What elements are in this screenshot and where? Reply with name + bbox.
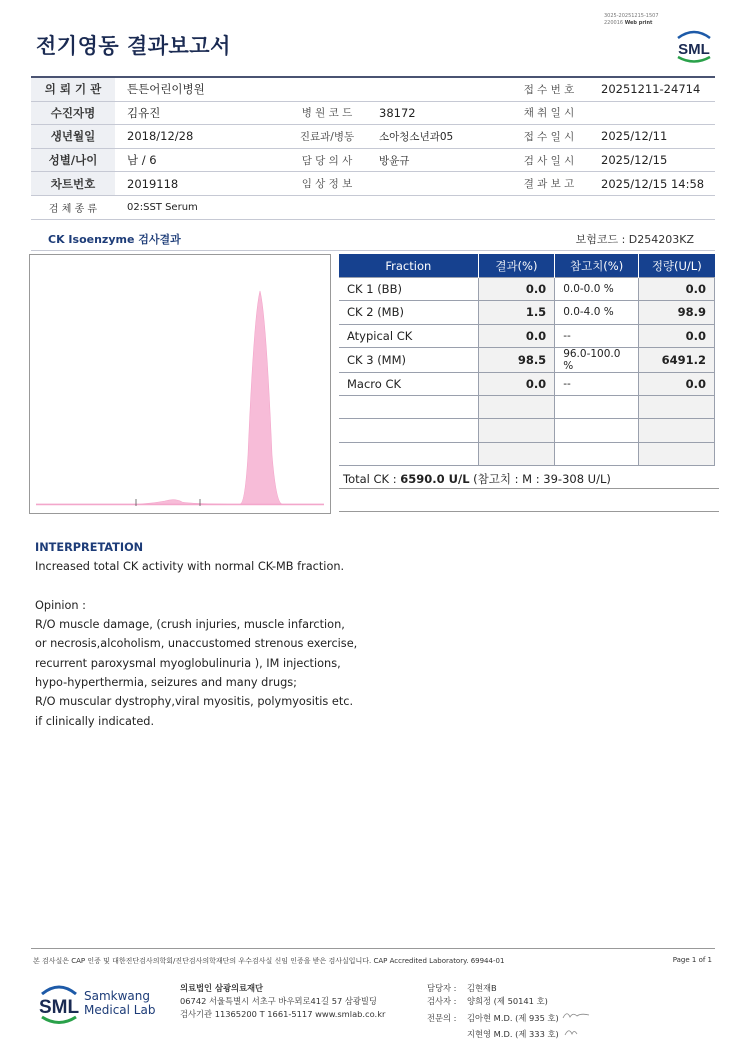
info-label: 검 사 일 시: [509, 148, 589, 172]
info-value: 2025/12/11: [589, 125, 715, 149]
sml-footer-logo-text: SML: [38, 997, 80, 1018]
footer-brand: [84, 989, 155, 1017]
quantity-cell: [639, 396, 715, 419]
page-number: Page 1 of 1: [672, 956, 712, 964]
info-value: [367, 172, 509, 196]
reference-cell: [555, 419, 639, 442]
info-value: 20251211-24714: [589, 77, 715, 101]
quantity-cell: 0.0: [639, 324, 715, 347]
fraction-cell: CK 1 (BB): [339, 278, 478, 301]
percent-cell: 1.5: [478, 301, 555, 324]
column-header: Fraction: [339, 254, 478, 278]
fraction-cell: [339, 442, 478, 465]
fraction-cell: [339, 419, 478, 442]
info-value: 김유진: [115, 101, 287, 125]
staff-row: [427, 1009, 591, 1025]
reference-cell: [555, 442, 639, 465]
column-header: 정량(U/L): [639, 254, 715, 278]
info-row: [31, 172, 715, 196]
total-prefix: Total CK :: [343, 472, 401, 486]
sml-footer-logo-icon: [36, 982, 82, 1026]
specimen-value: 02:SST Serum: [115, 195, 715, 219]
fraction-cell: [339, 396, 478, 419]
info-label: 성별/나이: [31, 148, 115, 172]
reference-cell: [555, 396, 639, 419]
info-label: 담 당 의 사: [287, 148, 367, 172]
sml-logo-icon: [672, 28, 716, 64]
info-value: 튼튼어린이병원: [115, 77, 509, 101]
quantity-cell: [639, 442, 715, 465]
reference-cell: 0.0-0.0 %: [555, 278, 639, 301]
report-title: 전기영동 결과보고서: [36, 34, 231, 58]
table-row: [339, 301, 715, 324]
info-label: 진료과/병동: [287, 125, 367, 149]
interpretation-heading: INTERPRETATION: [35, 541, 144, 554]
percent-cell: 98.5: [478, 347, 555, 372]
opinion-line: or necrosis,alcoholism, unaccustomed strenous exercise,: [35, 637, 358, 651]
certification-note: 본 검사실은 CAP 인증 및 대한진단검사의학회/진단검사의학재단의 우수검사실 신임 인증을 받은 검사실입니다. CAP Accredited Laboratory. 69944-01: [33, 957, 505, 965]
info-label: 차트번호: [31, 172, 115, 196]
info-row: [31, 125, 715, 149]
table-row: [339, 347, 715, 372]
table-row: [339, 278, 715, 301]
document-code: [604, 13, 694, 27]
staff-role: 담당자 :: [427, 983, 457, 993]
total-reference: (참고치 : M : 39-308 U/L): [469, 472, 611, 486]
section-divider: [31, 250, 715, 251]
footer-staff: [427, 982, 591, 1041]
reference-cell: --: [555, 372, 639, 395]
info-label: 의 뢰 기 관: [31, 77, 115, 101]
total-divider: [339, 511, 719, 512]
info-value: 2025/12/15: [589, 148, 715, 172]
percent-cell: [478, 396, 555, 419]
quantity-cell: 6491.2: [639, 347, 715, 372]
sml-logo-text: SML: [678, 41, 710, 58]
staff-role: 전문의 :: [427, 1012, 457, 1023]
footer-divider: [31, 948, 715, 949]
specimen-label: 검 체 종 류: [31, 195, 115, 219]
opinion-line: R/O muscular dystrophy,viral myositis, polymyositis etc.: [35, 695, 354, 709]
interpretation-summary: Increased total CK activity with normal CK-MB fraction.: [35, 560, 345, 574]
org-contact: 검사기관 11365200 T 1661-5117 www.smlab.co.kr: [180, 1009, 386, 1019]
opinion-line: if clinically indicated.: [35, 714, 155, 728]
electrophoresis-curve: [30, 255, 330, 513]
signature-icon: [561, 1009, 591, 1021]
quantity-cell: [639, 419, 715, 442]
brand-line: Medical Lab: [84, 1003, 156, 1017]
info-label: 결 과 보 고: [509, 172, 589, 196]
org-address: 06742 서울특별시 서초구 바우뫼로41길 57 삼광빌딩: [180, 996, 377, 1006]
info-value: 2025/12/15 14:58: [589, 172, 715, 196]
table-row: [339, 419, 715, 442]
staff-role: 검사자 :: [427, 996, 457, 1007]
info-label: 채 취 일 시: [509, 101, 589, 125]
footer-organization: [180, 982, 385, 1021]
column-header: 결과(%): [478, 254, 555, 278]
staff-name: 김현재B: [467, 983, 497, 993]
info-value: 38172: [367, 101, 509, 125]
fraction-cell: Atypical CK: [339, 324, 478, 347]
info-row: [31, 195, 715, 219]
opinion-line: R/O muscle damage, (crush injuries, muscle infarction,: [35, 618, 345, 632]
staff-row: [427, 982, 591, 995]
opinion-line: hypo-hyperthermia, seizures and many drugs;: [35, 676, 297, 690]
info-value: 2019118: [115, 172, 287, 196]
web-print-label: Web print: [624, 20, 653, 26]
percent-cell: 0.0: [478, 372, 555, 395]
signature-icon: [561, 1025, 591, 1037]
total-value: 6590.0 U/L: [400, 472, 470, 486]
patient-info-table: [31, 76, 715, 220]
percent-cell: 0.0: [478, 324, 555, 347]
table-row: [339, 372, 715, 395]
percent-cell: [478, 442, 555, 465]
info-row: [31, 148, 715, 172]
info-value: [589, 101, 715, 125]
info-value: 소아청소년과05: [367, 125, 509, 149]
staff-name: 김아현 M.D. (제 935 호): [467, 1012, 559, 1023]
info-label: 수진자명: [31, 101, 115, 125]
quantity-cell: 0.0: [639, 372, 715, 395]
info-value: 2018/12/28: [115, 125, 287, 149]
quantity-cell: 0.0: [639, 278, 715, 301]
reference-cell: 0.0-4.0 %: [555, 301, 639, 324]
staff-name: 양희정 (제 50141 호): [467, 996, 548, 1007]
document-code-line2: 220016: [604, 20, 624, 26]
fraction-cell: CK 3 (MM): [339, 347, 478, 372]
table-row: [339, 396, 715, 419]
table-row: [339, 442, 715, 465]
info-label: 접 수 일 시: [509, 125, 589, 149]
info-label: 병 원 코 드: [287, 101, 367, 125]
total-ck: [343, 471, 611, 487]
table-row: [339, 324, 715, 347]
percent-cell: [478, 419, 555, 442]
reference-cell: 96.0-100.0 %: [555, 347, 639, 372]
reference-cell: --: [555, 324, 639, 347]
staff-row: [427, 995, 591, 1008]
info-row: [31, 101, 715, 125]
column-header: 참고치(%): [555, 254, 639, 278]
brand-line: Samkwang: [84, 989, 150, 1003]
staff-row: [427, 1025, 591, 1041]
interpretation-block: [35, 538, 635, 731]
document-code-line1: 3025-20251215-1507: [604, 13, 659, 19]
section-title: CK Isoenzyme 검사결과: [48, 233, 181, 246]
info-label: 접 수 번 호: [509, 77, 589, 101]
electrophoresis-graph: [29, 254, 331, 514]
info-value: 방윤규: [367, 148, 509, 172]
curve-fill: [36, 291, 324, 504]
info-value: 남 / 6: [115, 148, 287, 172]
info-label: 생년월일: [31, 125, 115, 149]
opinion-line: recurrent paroxysmal myoglobulinuria ), IM injections,: [35, 656, 341, 670]
fraction-cell: Macro CK: [339, 372, 478, 395]
insurance-code: 보험코드 : D254203KZ: [575, 233, 694, 246]
percent-cell: 0.0: [478, 278, 555, 301]
quantity-cell: 98.9: [639, 301, 715, 324]
results-table: [339, 254, 715, 466]
results-header-row: [339, 254, 715, 278]
opinion-label: Opinion :: [35, 598, 86, 612]
org-name: 의료법인 삼광의료재단: [180, 983, 264, 993]
fraction-cell: CK 2 (MB): [339, 301, 478, 324]
info-label: 임 상 정 보: [287, 172, 367, 196]
staff-name: 지현영 M.D. (제 333 호): [467, 1028, 559, 1039]
info-row: [31, 77, 715, 101]
total-divider: [339, 488, 719, 489]
